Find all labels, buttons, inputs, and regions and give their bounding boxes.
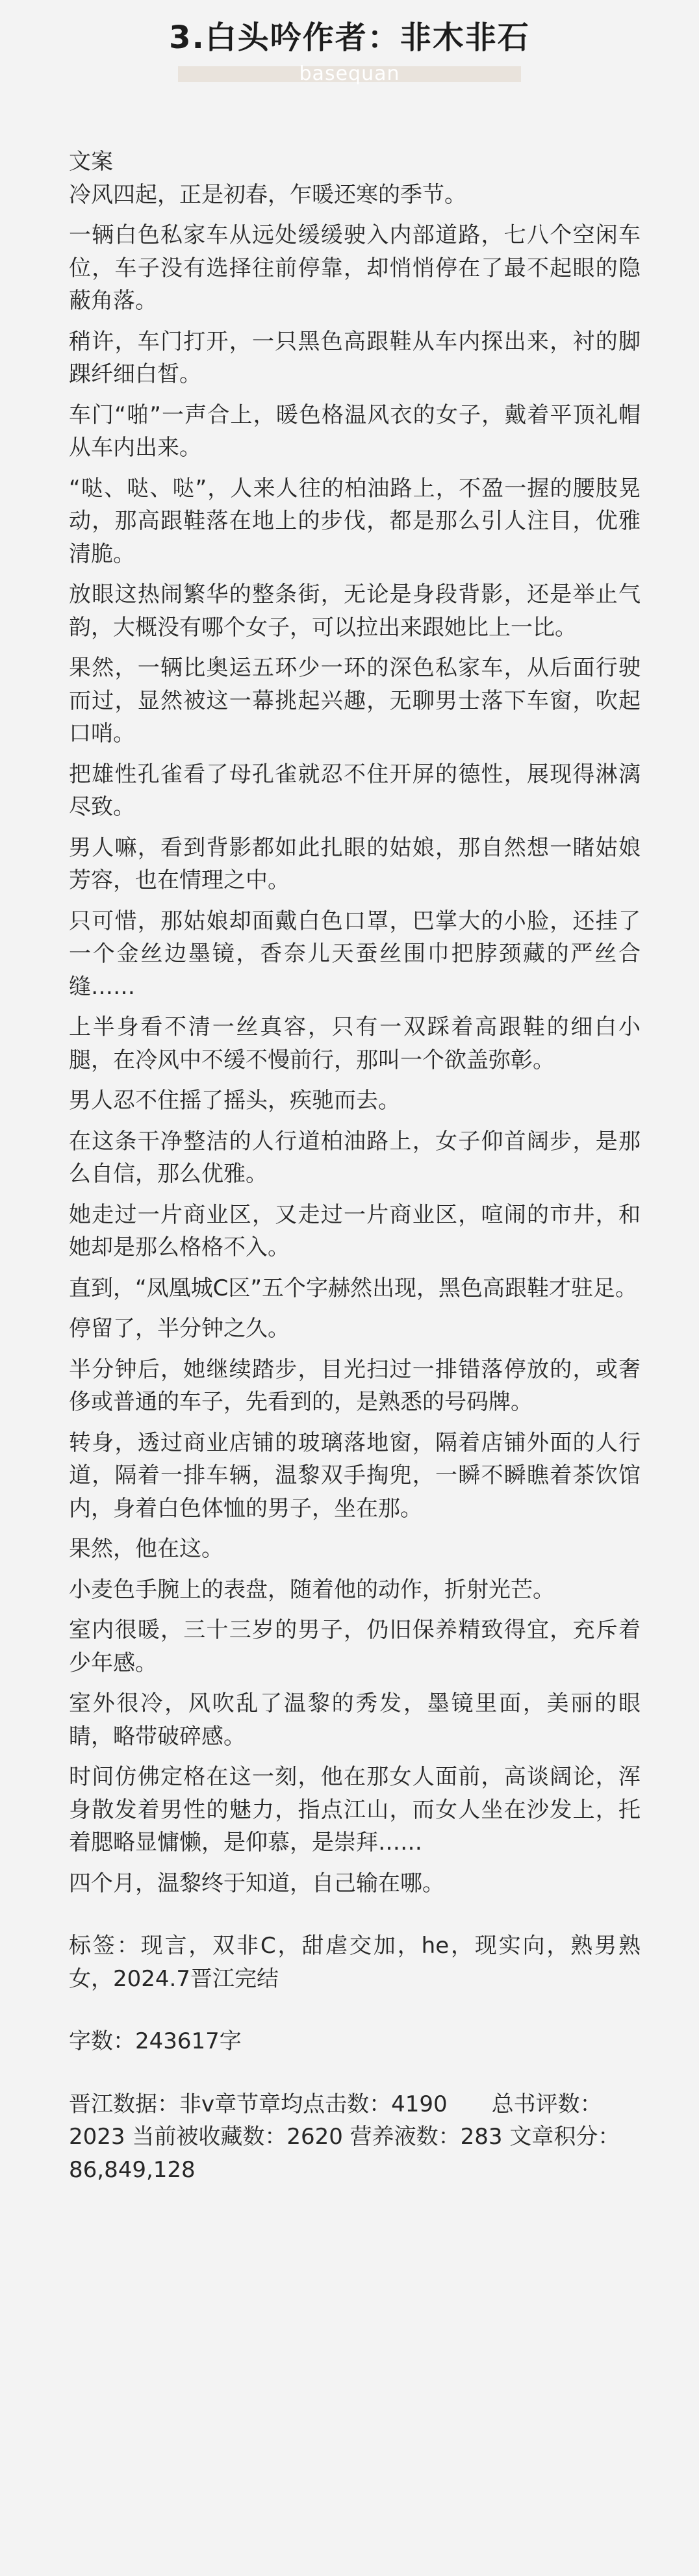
word-count-line: 字数：243617字 (69, 2028, 242, 2054)
article-body (69, 146, 641, 2194)
paragraph: 果然，一辆比奥运五环少一环的深色私家车，从后面行驶而过，显然被这一幕挑起兴趣，无聊男士落下车窗，吹起口哨。 (69, 655, 641, 746)
paragraph: 稍许，车门打开，一只黑色高跟鞋从车内探出来，衬的脚踝纤细白皙。 (69, 328, 641, 387)
paragraph: “哒、哒、哒”，人来人往的柏油路上，不盈一握的腰肢晃动，那高跟鞋落在地上的步伐，都是那么引人注目，优雅清脆。 (69, 475, 641, 567)
paragraph: 四个月，温黎终于知道，自己输在哪。 (69, 1870, 444, 1896)
paragraph: 室内很暖，三十三岁的男子，仍旧保养精致得宜，充斥着少年感。 (69, 1617, 641, 1676)
paragraph: 把雄性孔雀看了母孔雀就忍不住开屏的德性，展现得淋漓尽致。 (69, 761, 641, 820)
paragraph: 上半身看不清一丝真容，只有一双踩着高跟鞋的细白小腿，在冷风中不缓不慢前行，那叫一个欲盖弥彰。 (69, 1014, 641, 1073)
paragraph: 半分钟后，她继续踏步，目光扫过一排错落停放的，或奢侈或普通的车子，先看到的，是熟悉的号码牌。 (69, 1356, 641, 1415)
stats-line: 晋江数据：非v章节章均点击数：4190 总书评数：2023 当前被收藏数：2620 营养液数：283 文章积分：86,849,128 (69, 2091, 620, 2183)
paragraph: 果然，他在这。 (69, 1536, 223, 1562)
paragraph: 时间仿佛定格在这一刻，他在那女人面前，高谈阔论，浑身散发着男性的魅力，指点江山，而女人坐在沙发上，托着腮略显慵懒，是仰慕，是崇拜…… (69, 1764, 641, 1855)
paragraph: 一辆白色私家车从远处缓缓驶入内部道路，七八个空闲车位，车子没有选择往前停靠，却悄悄停在了最不起眼的隐蔽角落。 (69, 222, 641, 314)
paragraph: 男人嘛，看到背影都如此扎眼的姑娘，那自然想一睹姑娘芳容，也在情理之中。 (69, 834, 641, 893)
paragraph: 车门“啪”一声合上，暖色格温风衣的女子，戴着平顶礼帽从车内出来。 (69, 402, 641, 461)
tags-line: 标签：现言，双非C，甜虐交加，he，现实向，熟男熟女，2024.7晋江完结 (69, 1933, 641, 1992)
paragraph: 室外很冷，风吹乱了温黎的秀发，墨镜里面，美丽的眼睛，略带破碎感。 (69, 1690, 641, 1750)
paragraph: 在这条干净整洁的人行道柏油路上，女子仰首阔步，是那么自信，那么优雅。 (69, 1128, 641, 1187)
paragraph: 停留了，半分钟之久。 (69, 1316, 290, 1342)
paragraph: 男人忍不住摇了摇头，疾驰而去。 (69, 1088, 400, 1114)
paragraph: 她走过一片商业区，又走过一片商业区，喧闹的市井，和她却是那么格格不入。 (69, 1201, 641, 1260)
paragraph: 只可惜，那姑娘却面戴白色口罩，巴掌大的小脸，还挂了一个金丝边墨镜，香奈儿天蚕丝围巾把脖颈藏的严丝合缝…… (69, 908, 641, 1000)
paragraph: 放眼这热闹繁华的整条街，无论是身段背影，还是举止气韵，大概没有哪个女子，可以拉出来跟她比上一比。 (69, 581, 641, 641)
watermark-text: basequan (299, 62, 400, 85)
paragraph: 转身，透过商业店铺的玻璃落地窗，隔着店铺外面的人行道，隔着一排车辆，温黎双手掏兜，一瞬不瞬瞧着茶饮馆内，身着白色体恤的男子，坐在那。 (69, 1429, 641, 1522)
paragraph: 冷风四起，正是初春，乍暖还寒的季节。 (69, 181, 466, 208)
page-title: 3.白头吟作者：非木非石 (169, 19, 530, 56)
section-heading: 文案 (69, 149, 113, 175)
paragraph: 直到，“凤凰城C区”五个字赫然出现，黑色高跟鞋才驻足。 (69, 1275, 637, 1301)
paragraph: 小麦色手腕上的表盘，随着他的动作，折射光芒。 (69, 1576, 555, 1603)
